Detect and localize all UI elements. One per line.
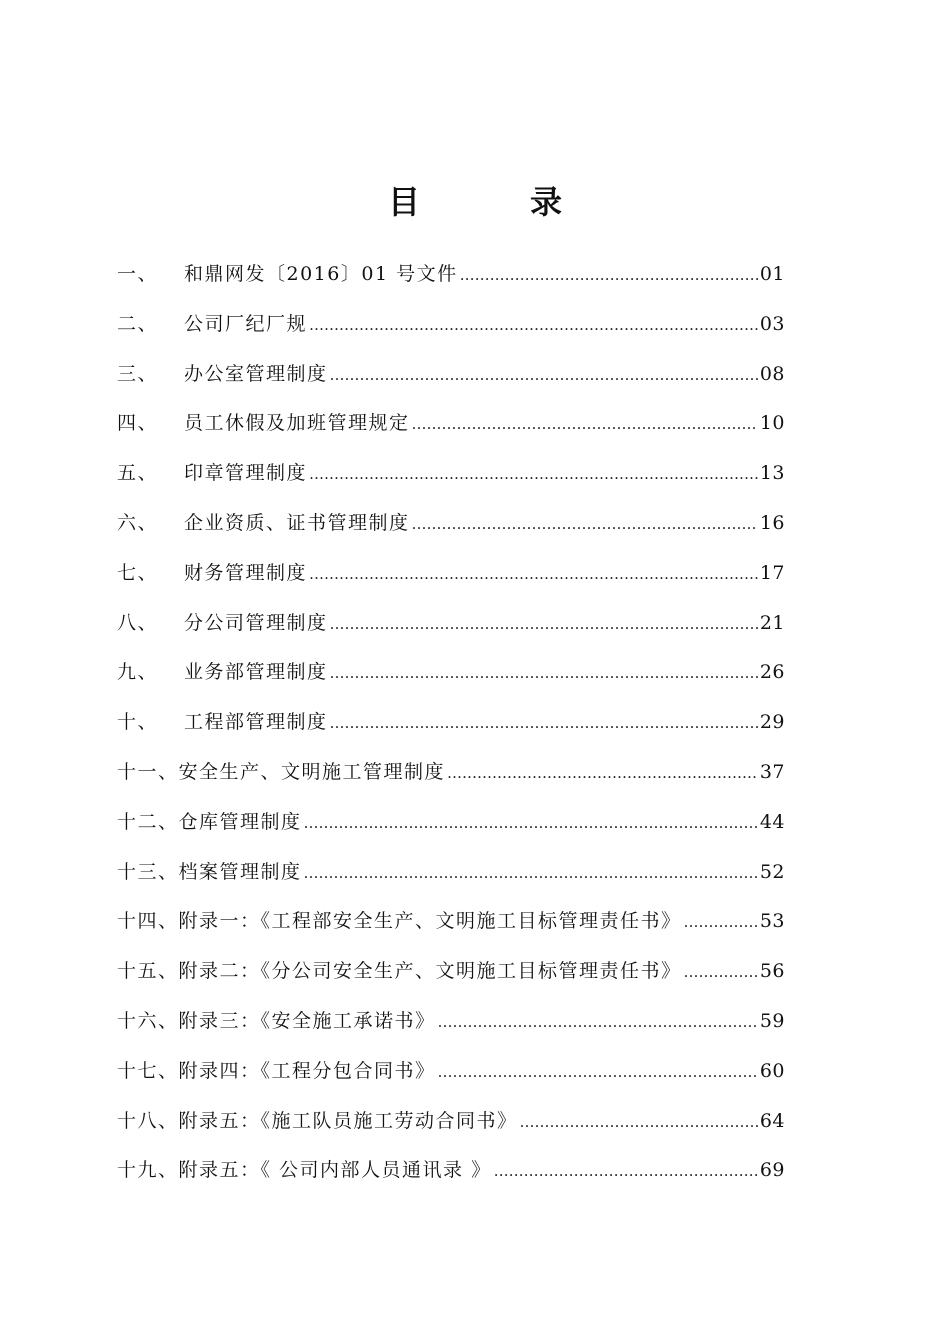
toc-entry-page-number: 59 [759,1009,785,1032]
toc-entry[interactable] [117,1146,785,1196]
toc-entry-page-number: 03 [759,312,785,335]
toc-entry-page-number: 69 [759,1159,785,1182]
toc-dot-leader [460,251,758,301]
toc-dot-leader [520,1098,758,1148]
toc-entry-title: 员工休假及加班管理规定 [184,412,410,435]
toc-entry[interactable] [117,599,785,649]
toc-dot-leader [438,1048,758,1098]
toc-entry[interactable] [117,748,785,798]
toc-entry-number: 八、 [117,611,159,634]
toc-entry-number: 一、 [117,263,159,285]
toc-entry[interactable] [117,449,785,499]
toc-entry-number: 十五、 [117,960,179,983]
toc-entry-title: 业务部管理制度 [184,661,328,684]
toc-entry[interactable] [117,947,785,997]
toc-dot-leader [412,500,758,550]
toc-entry-page-number: 29 [759,711,785,734]
toc-entry-title: 附录四：《工程分包合同书》 [178,1059,436,1082]
toc-dot-leader [330,649,758,699]
toc-dot-leader [684,898,758,948]
toc-entry[interactable] [117,897,785,947]
toc-entry-page-number: 52 [759,860,785,883]
toc-entry-title: 财务管理制度 [184,561,308,584]
toc-entry-number: 十、 [117,711,159,734]
toc-entry-number: 九、 [117,661,159,684]
toc-entry-title: 和鼎网发〔2016〕01 号文件 [184,263,458,285]
page-title [0,176,950,228]
toc-entry-title: 附录五：《施工队员施工劳动合同书》 [178,1109,518,1132]
toc-entry-number: 四、 [117,412,159,435]
toc-entry-page-number: 10 [759,412,785,435]
toc-dot-leader [309,301,758,351]
toc-entry-page-number: 21 [759,611,785,634]
toc-dot-leader [330,351,758,401]
toc-entry[interactable] [117,399,785,449]
toc-entry-number: 十八、 [117,1109,179,1132]
toc-entry[interactable] [117,848,785,898]
toc-entry-page-number: 53 [759,910,785,933]
toc-entry-page-number: 01 [759,263,785,285]
toc-entry[interactable] [117,698,785,748]
toc-dot-leader [304,849,758,899]
toc-entry-title: 工程部管理制度 [184,711,328,734]
toc-dot-leader [309,450,758,500]
toc-dot-leader [330,699,758,749]
toc-entry-title: 附录五：《 公司内部人员通讯录 》 [178,1159,492,1182]
toc-dot-leader [684,948,758,998]
toc-entry-title: 安全生产、文明施工管理制度 [178,760,446,783]
toc-entry-title: 办公室管理制度 [184,362,328,385]
toc-entry-page-number: 44 [759,810,785,833]
toc-entry-page-number: 26 [759,661,785,684]
toc-dot-leader [412,400,758,450]
toc-entry-number: 二、 [117,312,159,335]
toc-entry-title: 公司厂纪厂规 [184,312,308,335]
toc-entry[interactable] [117,1097,785,1147]
toc-entry-number: 十七、 [117,1059,179,1082]
table-of-contents [117,250,785,1196]
toc-entry[interactable] [117,549,785,599]
toc-dot-leader [494,1147,758,1197]
toc-entry-page-number: 08 [759,362,785,385]
toc-entry[interactable] [117,499,785,549]
toc-entry[interactable] [117,798,785,848]
toc-entry-title: 档案管理制度 [178,860,302,883]
toc-entry-number: 十九、 [117,1159,179,1182]
toc-entry-number: 十三、 [117,860,179,883]
toc-entry-title: 仓库管理制度 [178,810,302,833]
toc-entry-page-number: 60 [759,1059,785,1082]
toc-entry-page-number: 64 [759,1109,785,1132]
title-char-1: 目 [387,183,420,221]
toc-entry-number: 十一、 [117,760,179,783]
toc-entry[interactable] [117,1047,785,1097]
toc-entry-number: 十六、 [117,1009,179,1032]
toc-entry-title: 附录一：《工程部安全生产、文明施工目标管理责任书》 [178,910,682,933]
toc-entry-number: 三、 [117,362,159,385]
toc-dot-leader [447,749,758,799]
toc-entry-page-number: 13 [759,462,785,485]
toc-entry-number: 十四、 [117,910,179,933]
toc-entry[interactable] [117,350,785,400]
toc-dot-leader [304,799,758,849]
toc-entry-page-number: 56 [759,960,785,983]
toc-entry-title: 附录二：《分公司安全生产、文明施工目标管理责任书》 [178,960,682,983]
toc-entry-title: 附录三：《安全施工承诺书》 [178,1009,436,1032]
toc-entry-page-number: 16 [759,511,785,534]
toc-entry[interactable] [117,250,785,300]
toc-entry[interactable] [117,648,785,698]
toc-entry-title: 印章管理制度 [184,462,308,485]
title-char-2: 录 [530,183,563,221]
toc-entry-number: 五、 [117,462,159,485]
toc-dot-leader [438,998,758,1048]
toc-entry-title: 企业资质、证书管理制度 [184,511,410,534]
toc-entry-number: 六、 [117,511,159,534]
toc-entry-number: 十二、 [117,810,179,833]
toc-entry-title: 分公司管理制度 [184,611,328,634]
toc-entry-page-number: 37 [759,760,785,783]
toc-entry[interactable] [117,997,785,1047]
toc-entry-page-number: 17 [759,561,785,584]
toc-dot-leader [309,550,758,600]
toc-dot-leader [330,600,758,650]
toc-entry-number: 七、 [117,561,159,584]
toc-entry[interactable] [117,300,785,350]
